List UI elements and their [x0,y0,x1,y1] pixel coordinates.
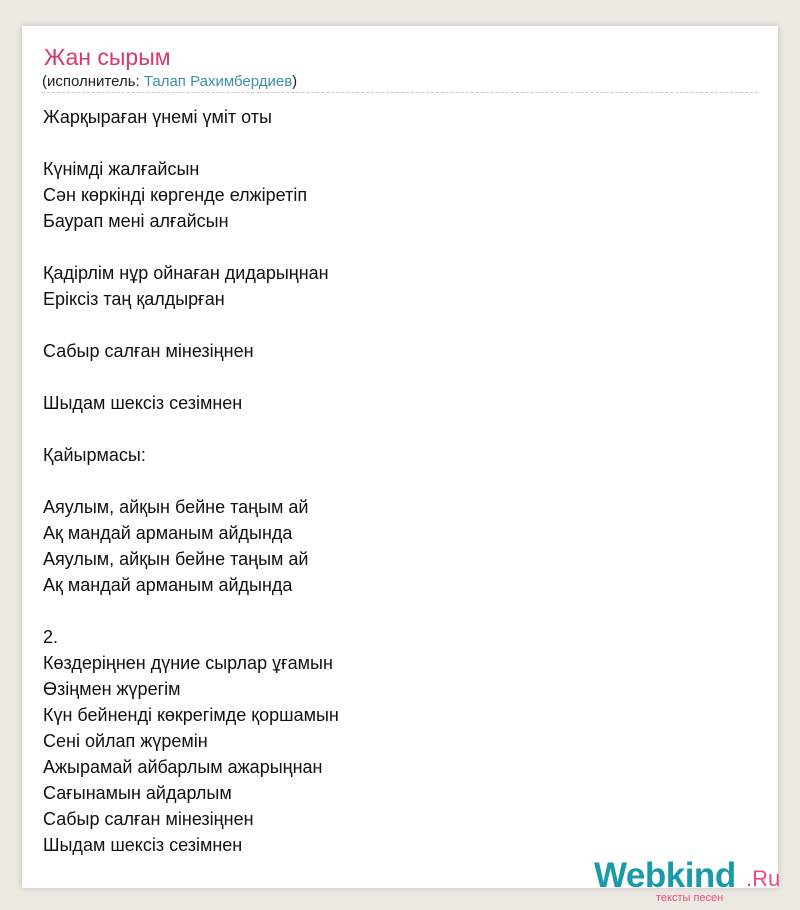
lyric-line: Шыдам шексіз сезімнен [43,835,243,855]
lyric-line [43,312,339,338]
lyric-line [43,598,339,624]
lyric-line [43,130,339,156]
lyric-line: Сағынамын айдарлым [43,783,232,803]
lyric-line: Сабыр салған мінезіңнен [43,341,254,361]
lyric-line: Ақ мандай арманым айдында [43,575,293,595]
lyric-line: Қайырмасы: [43,445,146,465]
lyric-line: 2. [43,627,59,647]
lyric-line [43,416,339,442]
lyric-line: Күнімді жалғайсын [43,159,200,179]
lyric-line: Еріксіз таң қалдырған [43,289,225,309]
performer-line [42,73,297,91]
performer-label: (исполнитель: [42,73,144,90]
logo-tagline: тексты песен [656,892,724,904]
lyric-line [43,468,339,494]
lyric-line: Сән көркінді көргенде елжіретіп [43,185,308,205]
title-divider [42,92,758,93]
logo-tld: .Ru [746,866,781,891]
performer-close: ) [292,73,298,90]
lyric-line: Өзіңмен жүрегім [43,679,181,699]
lyric-line: Күн бейненді көкрегімде қоршамын [43,705,339,725]
lyric-line: Сабыр салған мінезіңнен [43,809,254,829]
site-logo[interactable] [594,856,794,908]
lyric-line: Аяулым, айқын бейне таңым ай [43,549,309,569]
lyric-line: Сені ойлап жүремін [43,731,208,751]
lyric-line: Жарқыраған үнемі үміт оты [43,107,272,127]
lyrics-text [43,104,339,858]
lyric-line: Қадірлім нұр ойнаған дидарыңнан [43,263,329,283]
lyric-line: Шыдам шексіз сезімнен [43,393,243,413]
song-title: Жан сырым [44,44,171,70]
performer-link[interactable]: Талап Рахимбердиев [143,73,293,90]
lyric-line: Баурап мені алғайсын [43,211,229,231]
lyric-line [43,234,339,260]
lyric-line [43,364,339,390]
lyric-line: Ақ мандай арманым айдында [43,523,293,543]
lyric-line: Ажырамай айбарлым ажарыңнан [43,757,323,777]
lyric-line: Көздеріңнен дүние сырлар ұғамын [43,653,333,673]
lyric-line: Аяулым, айқын бейне таңым ай [43,497,309,517]
lyrics-card [22,26,778,888]
logo-name: Webkind [594,856,736,895]
